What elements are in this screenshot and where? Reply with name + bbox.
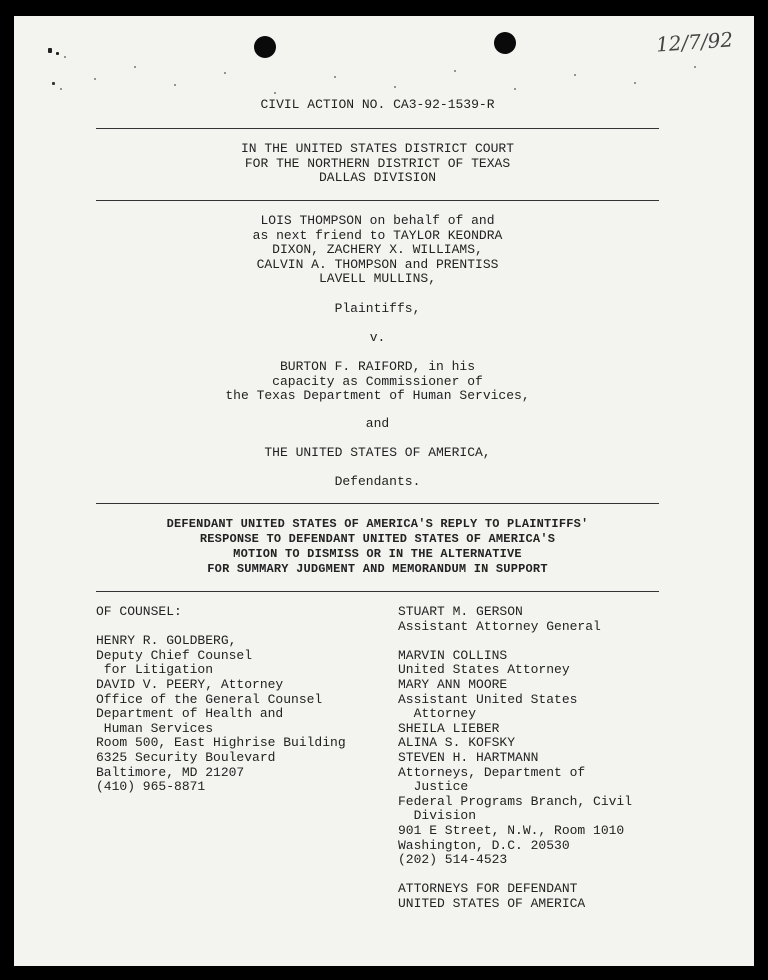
attorney-line: 901 E Street, N.W., Room 1010 [398,822,625,838]
divider [96,128,659,129]
counsel-line: Room 500, East Highrise Building [96,735,346,751]
defendant-united-states: THE UNITED STATES OF AMERICA, [264,445,491,460]
divider [96,591,659,592]
attorney-line: Attorneys, Department of [398,764,586,780]
counsel-line: Department of Health and [96,706,284,722]
and-text: and [365,416,390,431]
attorney-line: MARVIN COLLINS [398,647,508,663]
attorneys-column [398,605,632,911]
counsel-line: 6325 Security Boulevard [96,749,276,765]
divider [96,200,659,201]
counsel-line: for Litigation [96,662,214,678]
attorney-line: (202) 514-4523 [398,852,508,868]
document-title: DEFENDANT UNITED STATES OF AMERICA'S REPLY TO PLAINTIFFS' RESPONSE TO DEFENDANT UNITED STATES OF AMERICA'S MOTION TO DISMISS OR IN THE ALTERNATIVE FOR SUMMARY JUDGMENT AND MEMORANDUM IN SUPPORT [166,517,589,576]
attorney-line: Assistant United States [398,691,578,707]
attorney-line: Attorney [398,706,477,722]
counsel-line: (410) 965-8871 [96,779,206,795]
defendants-label: Defendants. [334,474,421,489]
attorney-line: Division [398,808,477,824]
document-body [14,16,754,966]
attorney-line: Justice [398,779,469,795]
counsel-line: Deputy Chief Counsel [96,647,253,663]
civil-action-number: CIVIL ACTION NO. CA3-92-1539-R [260,97,495,112]
attorney-line: Federal Programs Branch, Civil [398,793,633,809]
attorney-line: United States Attorney [398,662,570,678]
counsel-line: HENRY R. GOLDBERG, [96,633,237,649]
attorney-line: ATTORNEYS FOR DEFENDANT [398,881,578,897]
attorney-line: Assistant Attorney General [398,618,601,634]
attorney-line: UNITED STATES OF AMERICA [398,895,586,911]
attorney-line: STEVEN H. HARTMANN [398,749,539,765]
attorney-line: ALINA S. KOFSKY [398,735,516,751]
attorney-line: SHEILA LIEBER [398,720,500,736]
attorney-line: Washington, D.C. 20530 [398,837,570,853]
defendant-raiford: BURTON F. RAIFORD, in his capacity as Commissioner of the Texas Department of Human Services, [225,359,530,404]
attorney-line: STUART M. GERSON [398,604,523,619]
plaintiffs-names: LOIS THOMPSON on behalf of and as next friend to TAYLOR KEONDRA DIXON, ZACHERY X. WILLIAMS, CALVIN A. THOMPSON and PRENTISS LAVELL MULLINS, [252,213,503,287]
plaintiffs-label: Plaintiffs, [334,301,421,316]
handwritten-date: 12/7/92 [655,27,734,57]
counsel-line: DAVID V. PEERY, Attorney [96,676,284,692]
counsel-line: Office of the General Counsel [96,691,323,707]
counsel-line: Human Services [96,720,214,736]
court-caption: IN THE UNITED STATES DISTRICT COURT FOR THE NORTHERN DISTRICT OF TEXAS DALLAS DIVISION [240,141,515,186]
counsel-line: OF COUNSEL: [96,604,182,619]
divider [96,503,659,504]
attorney-line: MARY ANN MOORE [398,676,508,692]
versus: v. [369,330,386,345]
of-counsel-column [96,605,346,795]
counsel-line: Baltimore, MD 21207 [96,764,245,780]
document-page [14,16,754,966]
